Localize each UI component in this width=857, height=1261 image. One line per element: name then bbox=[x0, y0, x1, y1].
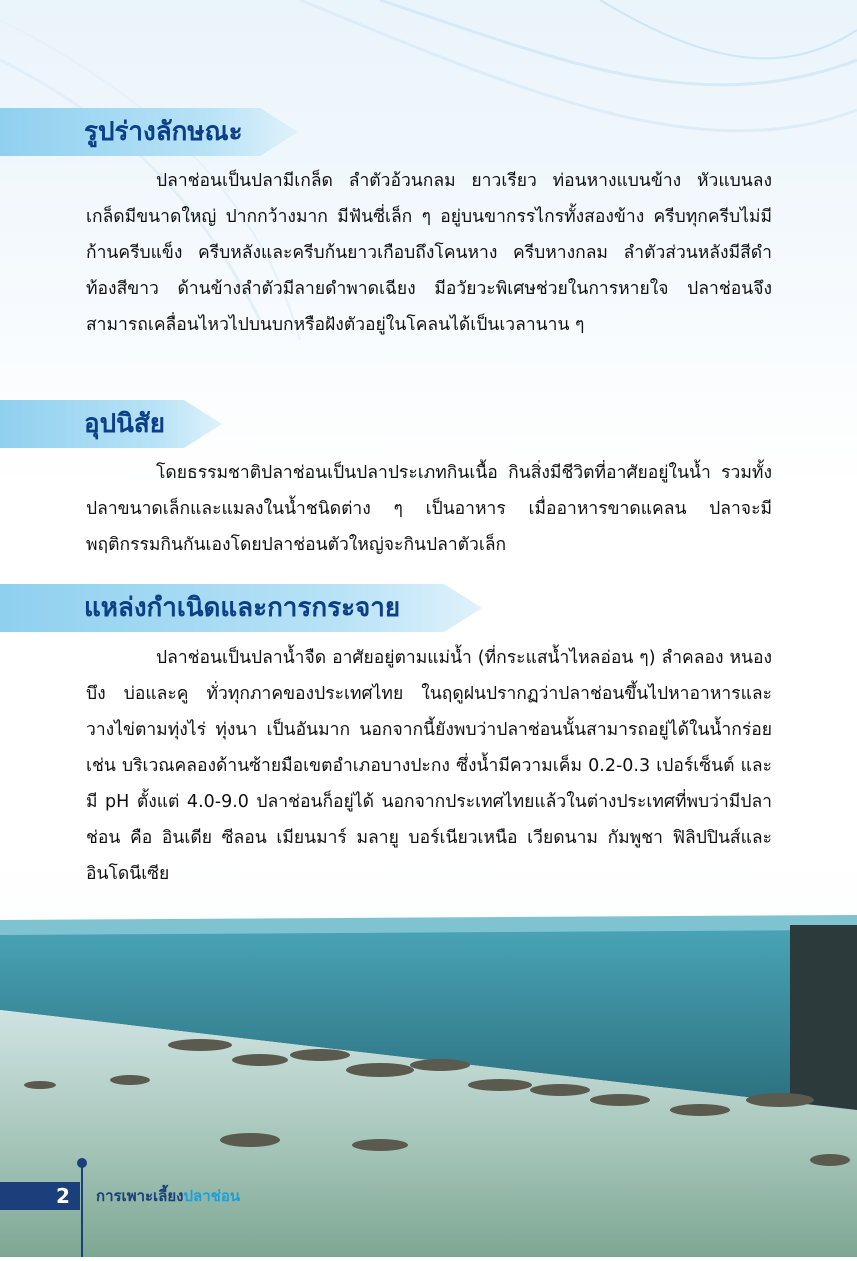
section-heading: แหล่งกำเนิดและการกระจาย bbox=[84, 593, 401, 623]
footer-dot bbox=[77, 1158, 87, 1168]
footer-title-part1: การเพาะเลี้ยง bbox=[96, 1187, 184, 1205]
section-body: โดยธรรมชาติปลาช่อนเป็นปลาประเภทกินเนื้อ กินสิ่งมีชีวิตที่อาศัยอยู่ในน้ำ รวมทั้งปลาขนาดเล็กและแมลงในน้ำชนิดต่าง ๆ เป็นอาหาร เมื่ออาหารขาดแคลน ปลาจะมีพฤติกรรมกินกันเองโดยปลาช่อนตัวใหญ่จะกินปลาตัวเล็ก bbox=[86, 463, 772, 555]
section-heading: อุปนิสัย bbox=[84, 409, 165, 439]
section-heading: รูปร่างลักษณะ bbox=[84, 117, 243, 147]
section-body: ปลาช่อนเป็นปลามีเกล็ด ลำตัวอ้วนกลม ยาวเรียว ท่อนหางแบนข้าง หัวแบนลง เกล็ดมีขนาดใหญ่ ปากกว้างมาก มีฟันซี่เล็ก ๆ อยู่บนขากรรไกรทั้งสองข้าง ครีบทุกครีบไม่มีก้านครีบแข็ง ครีบหลังและครีบก้นยาวเกือบถึงโคนหาง ครีบหางกลม ลำตัวส่วนหลังมีสีดำ ท้องสีขาว ด้านข้างลำตัวมีลายดำพาดเฉียง มีอวัยวะพิเศษช่วยในการหายใจ ปลาช่อนจึงสามารถเคลื่อนไหวไปบนบกหรือฝังตัวอยู่ในโคลนได้เป็นเวลานาน ๆ bbox=[86, 171, 772, 335]
footer-title bbox=[96, 1184, 240, 1208]
section-body: ปลาช่อนเป็นปลาน้ำจืด อาศัยอยู่ตามแม่น้ำ (ที่กระแสน้ำไหลอ่อน ๆ) ลำคลอง หนองบึง บ่อและคู ทั่วทุกภาคของประเทศไทย ในฤดูฝนปรากฏว่าปลาช่อนขึ้นไปหาอาหารและวางไข่ตามทุ่งไร่ ทุ่งนา เป็นอันมาก นอกจากนี้ยังพบว่าปลาช่อนนั้นสามารถอยู่ได้ในน้ำกร่อย เช่น บริเวณคลองด้านซ้ายมือเขตอำเภอบางปะกง ซึ่งน้ำมีความเค็ม 0.2-0.3 เปอร์เซ็นต์ และมี pH ตั้งแต่ 4.0-9.0 ปลาช่อนก็อยู่ได้ นอกจากประเทศไทยแล้วในต่างประเทศที่พบว่ามีปลาช่อน คือ อินเดีย ซีลอน เมียนมาร์ มลายู บอร์เนียวเหนือ เวียดนาม กัมพูชา ฟิลิปปินส์และอินโดนีเซีย bbox=[86, 648, 772, 884]
footer-divider bbox=[81, 1162, 83, 1257]
page-number: 2 bbox=[56, 1184, 70, 1208]
footer-title-part2: ปลาช่อน bbox=[183, 1187, 241, 1205]
